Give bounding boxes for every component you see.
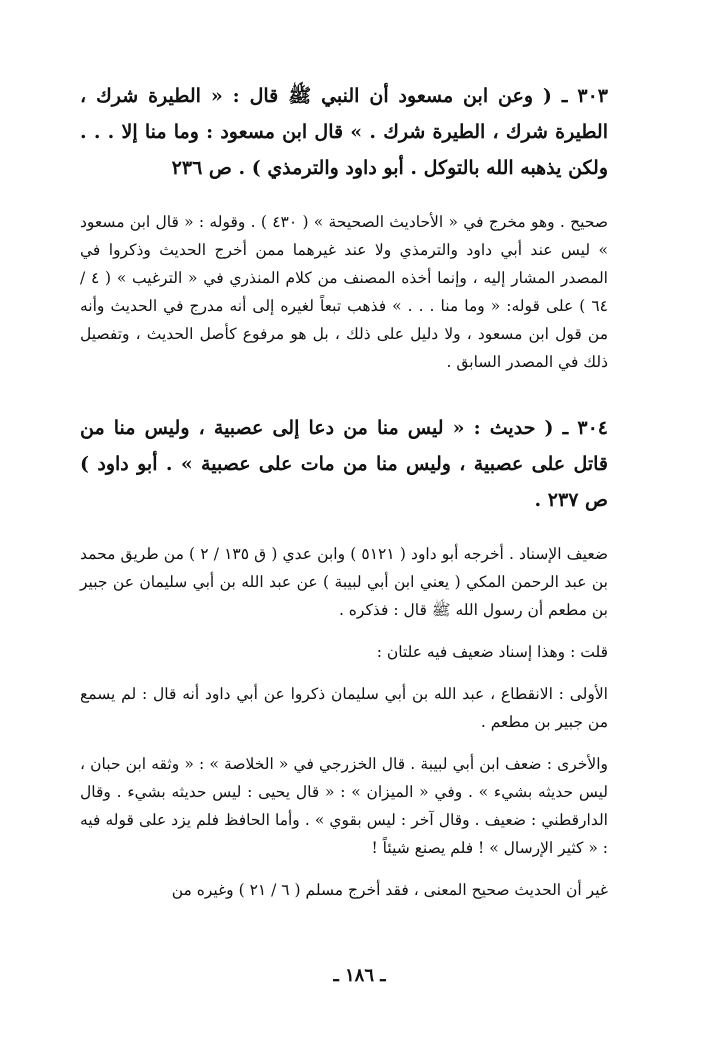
page-body: [80, 78, 608, 904]
hadith-303-commentary: صحيح . وهو مخرج في « الأحاديث الصحيحة » ( ٤٣٠ ) . وقوله : « قال ابن مسعود » ليس عند أبي داود والترمذي ولا عند غيرهما ممن أخرج الحديث وذكروا في المصدر المشار إليه ، وإنما أخذه المصنف من كلام المنذري في « الترغيب » ( ٤ / ٦٤ ) على قوله: « وما منا . . . » فذهب تبعاً لغيره إلى أنه مدرج في الحديث وأنه من قول ابن مسعود ، ولا دليل على ذلك ، بل هو مرفوع كأصل الحديث ، وتفصيل ذلك في المصدر السابق .: [80, 213, 609, 371]
note-first-defect: الأولى : الانقطاع ، عبد الله بن أبي سليمان ذكروا عن أبي داود أنه قال : لم يسمع من جبير بن مطعم .: [80, 685, 608, 731]
page-number: ـ ١٨٦ ـ: [333, 965, 386, 986]
hadith-303-text: ٣٠٣ ـ ( وعن ابن مسعود أن النبي ﷺ قال : « الطيرة شرك ، الطيرة شرك ، الطيرة شرك . » قال ابن مسعود : وما منا إلا . . . ولكن يذهبه الله بالتوكل . أبو داود والترمذي ) . ص ٢٣٦: [80, 85, 608, 179]
note-intro: قلت : وهذا إسناد ضعيف فيه علتان :: [376, 643, 608, 661]
hadith-304-commentary: ضعيف الإسناد . أخرجه أبو داود ( ٥١٢١ ) وابن عدي ( ق ١٣٥ / ٢ ) من طريق محمد بن عبد الرحمن المكي ( يعني ابن أبي لبيبة ) عن عبد الله بن أبي سليمان عن جبير بن مطعم أن رسول الله ﷺ قال : فذكره .: [80, 545, 608, 619]
hadith-304-text: ٣٠٤ ـ ( حديث : « ليس منا من دعا إلى عصبية ، وليس منا من قاتل على عصبية ، وليس منا من مات على عصبية » . أبو داود ) ص ٢٣٧ .: [80, 417, 608, 511]
note-conclusion: غير أن الحديث صحيح المعنى ، فقد أخرج مسلم ( ٦ / ٢١ ) وغيره من: [171, 881, 608, 899]
note-second-defect: والأخرى : ضعف ابن أبي لبيبة . قال الخزرجي في « الخلاصة » : « وثقه ابن حبان ، ليس حديثه بشيء » . وفي « الميزان » : « قال يحيى : ليس حديثه بشيء . وقال الدارقطني : ضعيف . وقال آخر : ليس بقوي » . وأما الحافظ فلم يزد على قوله فيه : « كثير الإرسال » ! فلم يصنع شيئاً !: [80, 755, 608, 857]
